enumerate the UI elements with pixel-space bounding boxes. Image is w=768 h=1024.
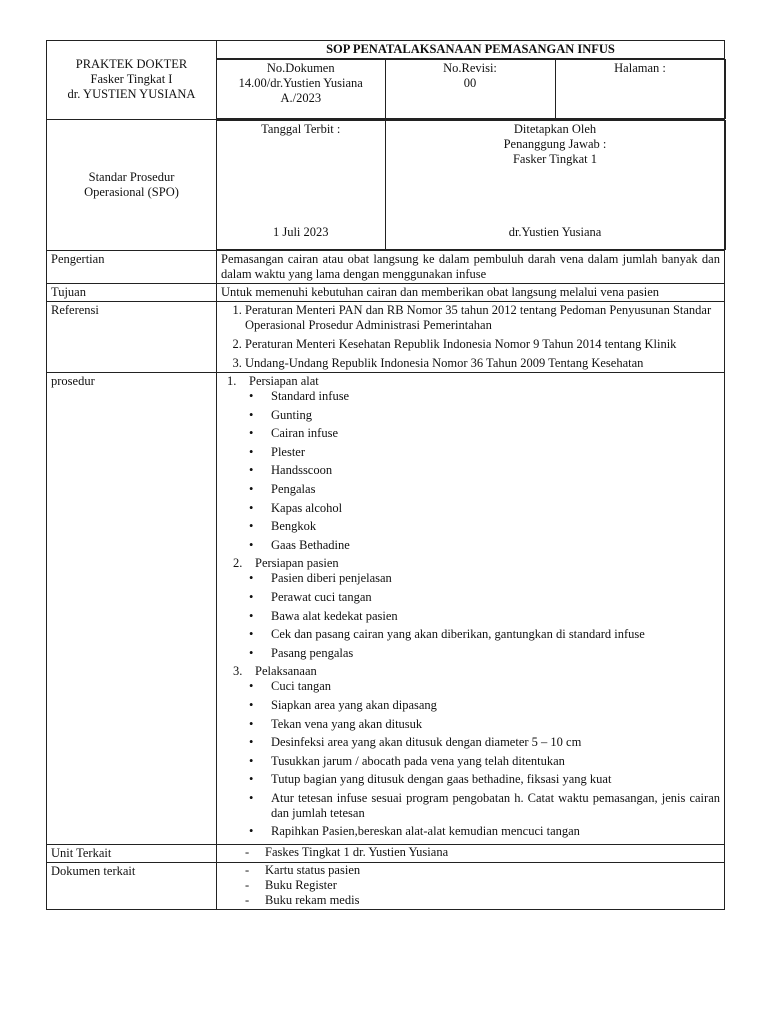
approved-line2: Penanggung Jawab : <box>503 137 607 151</box>
unit-terkait-list <box>221 845 720 860</box>
step-title: Pelaksanaan <box>255 664 317 679</box>
list-item-text: Pasien diberi penjelasan <box>271 571 392 586</box>
step-persiapan-pasien <box>221 556 720 571</box>
bullet-icon: • <box>249 753 254 768</box>
tujuan-label: Tujuan <box>47 284 217 302</box>
bullet-icon: • <box>249 571 254 586</box>
list-item-text: Faskes Tingkat 1 dr. Yustien Yusiana <box>265 845 449 860</box>
list-item <box>249 463 720 478</box>
list-item-text: Cek dan pasang cairan yang akan diberikan, gantungkan di standard infuse <box>271 627 645 642</box>
bullet-icon: • <box>249 697 254 712</box>
list-item-text: Plester <box>271 444 306 459</box>
list-item <box>249 824 720 839</box>
sop-table <box>46 40 725 910</box>
list-item <box>249 389 720 404</box>
bullet-icon: • <box>249 389 254 403</box>
bullet-icon: • <box>249 679 254 694</box>
list-item-text: Desinfeksi area yang akan ditusuk dengan diameter 5 – 10 cm <box>271 735 582 750</box>
bullet-icon: • <box>249 589 254 604</box>
spo-label <box>47 120 217 251</box>
list-item <box>249 627 720 642</box>
org-line3: dr. YUSTIEN YUSIANA <box>67 87 196 101</box>
org-block <box>47 41 217 120</box>
bullet-icon: • <box>249 537 254 552</box>
list-item <box>249 646 720 661</box>
bullet-icon: • <box>249 716 254 731</box>
pengertian-text: Pemasangan cairan atau obat langsung ke dalam pembuluh darah vena dalam jumlah banyak dan dalam waktu yang lama dengan menggunakan infuse <box>217 251 725 284</box>
org-line2: Fasker Tingkat I <box>90 72 173 86</box>
list-item-text: Bengkok <box>271 519 317 534</box>
list-item-text: Handsscoon <box>271 463 333 478</box>
list-item <box>249 772 720 787</box>
bullet-icon: • <box>249 444 254 459</box>
bullet-icon: • <box>249 608 254 623</box>
referensi-label: Referensi <box>47 302 217 373</box>
step-number: 2. <box>233 556 243 571</box>
list-item <box>249 609 720 624</box>
bullet-icon: • <box>249 481 254 496</box>
list-item <box>245 893 720 908</box>
list-item-text: Rapihkan Pasien,bereskan alat-alat kemudian mencuci tangan <box>271 824 580 839</box>
doc-number-value: 14.00/dr.Yustien Yusiana A./2023 <box>238 76 363 105</box>
document-title: SOP PENATALAKSANAAN PEMASANGAN INFUS <box>217 41 725 59</box>
persiapan-alat-list <box>221 389 720 553</box>
list-item-text: Tutup bagian yang ditusuk dengan gaas bethadine, fiksasi yang kuat <box>271 772 612 787</box>
approval-cell <box>385 121 725 250</box>
list-item <box>249 698 720 713</box>
step-title: Persiapan alat <box>249 374 319 388</box>
pelaksanaan-list <box>221 679 720 839</box>
list-item-text: Tusukkan jarum / abocath pada vena yang telah ditentukan <box>271 753 565 768</box>
revision-cell <box>385 60 555 119</box>
revision-label: No.Revisi: <box>443 61 497 75</box>
issued-label: Tanggal Terbit : <box>261 122 341 136</box>
referensi-item: 1. Peraturan Menteri PAN dan RB Nomor 35 tahun 2012 tentang Pedoman Penyusunan Standar Operasional Prosedur Administrasi Pemerintahan <box>245 303 720 333</box>
list-item-text: Pasang pengalas <box>271 645 354 660</box>
list-item-text: Cuci tangan <box>271 679 332 694</box>
list-item <box>249 791 720 821</box>
dash-marker: - <box>245 863 250 878</box>
list-item <box>249 735 720 750</box>
tujuan-text: Untuk memenuhi kebutuhan cairan dan memberikan obat langsung melalui vena pasien <box>217 284 725 302</box>
step-number: 3. <box>233 664 243 679</box>
prosedur-cell <box>217 373 725 845</box>
referensi-item: 2. Peraturan Menteri Kesehatan Republik Indonesia Nomor 9 Tahun 2014 tentang Klinik <box>245 337 720 352</box>
doc-number-label: No.Dokumen <box>266 61 335 75</box>
list-item <box>245 878 720 893</box>
list-item-text: Perawat cuci tangan <box>271 589 372 604</box>
persiapan-pasien-list <box>221 571 720 660</box>
list-item <box>249 408 720 423</box>
bullet-icon: • <box>249 645 254 660</box>
step-title: Persiapan pasien <box>255 556 339 571</box>
dash-marker: - <box>245 878 250 893</box>
list-item-text: Standard infuse <box>271 389 350 403</box>
list-item-text: Gaas Bethadine <box>271 537 350 552</box>
doc-number-cell <box>217 60 385 119</box>
referensi-cell <box>217 302 725 373</box>
list-item <box>249 571 720 586</box>
revision-value: 00 <box>463 76 477 90</box>
dokumen-terkait-cell <box>217 863 725 910</box>
dokumen-terkait-list <box>221 863 720 908</box>
dash-marker: - <box>245 893 250 908</box>
issued-date: 1 Juli 2023 <box>272 225 329 239</box>
list-item-text: Kartu status pasien <box>265 863 361 878</box>
spo-label-line2: Operasional (SPO) <box>84 185 179 199</box>
dash-marker: - <box>245 845 250 860</box>
list-item-text: Atur tetesan infuse sesuai program pengobatan h. Catat waktu pemasangan, jenis cairan dan jumlah tetesan <box>271 790 720 820</box>
list-item-text: Pengalas <box>271 481 316 496</box>
list-item <box>249 426 720 441</box>
unit-terkait-label: Unit Terkait <box>47 845 217 863</box>
issued-cell <box>217 121 385 250</box>
list-item-text: Siapkan area yang akan dipasang <box>271 697 437 712</box>
bullet-icon: • <box>249 627 254 642</box>
list-item <box>249 679 720 694</box>
approved-line3: Fasker Tingkat 1 <box>512 152 598 166</box>
list-item-text: Cairan infuse <box>271 426 338 441</box>
referensi-list <box>221 303 720 371</box>
list-item <box>249 717 720 732</box>
bullet-icon: • <box>249 426 254 441</box>
bullet-icon: • <box>249 407 254 422</box>
list-item <box>249 482 720 497</box>
list-item <box>249 754 720 769</box>
list-item-text: Kapas alcohol <box>271 500 343 515</box>
step-persiapan-alat <box>221 374 720 389</box>
page-cell <box>555 60 725 119</box>
approved-name: dr.Yustien Yusiana <box>508 225 602 239</box>
bullet-icon: • <box>249 500 254 515</box>
bullet-icon: • <box>249 463 254 478</box>
list-item-text: Gunting <box>271 407 312 422</box>
list-item <box>249 445 720 460</box>
dokumen-terkait-label: Dokumen terkait <box>47 863 217 910</box>
approved-line1: Ditetapkan Oleh <box>513 122 597 136</box>
bullet-icon: • <box>249 790 254 805</box>
unit-terkait-cell <box>217 845 725 863</box>
list-item <box>249 501 720 516</box>
bullet-icon: • <box>249 735 254 750</box>
bullet-icon: • <box>249 824 254 839</box>
org-line1: PRAKTEK DOKTER <box>75 57 188 71</box>
list-item <box>245 863 720 878</box>
list-item-text: Tekan vena yang akan ditusuk <box>271 716 423 731</box>
referensi-item: 3. Undang-Undang Republik Indonesia Nomor 36 Tahun 2009 Tentang Kesehatan <box>245 356 720 371</box>
list-item-text: Buku Register <box>265 878 337 893</box>
list-item <box>245 845 720 860</box>
step-pelaksanaan <box>221 664 720 679</box>
bullet-icon: • <box>249 772 254 787</box>
step-number: 1. <box>227 374 237 388</box>
list-item <box>249 519 720 534</box>
list-item <box>249 590 720 605</box>
list-item-text: Bawa alat kedekat pasien <box>271 608 398 623</box>
page-label: Halaman : <box>614 61 666 75</box>
bullet-icon: • <box>249 519 254 534</box>
pengertian-label: Pengertian <box>47 251 217 284</box>
prosedur-label: prosedur <box>47 373 217 845</box>
list-item-text: Buku rekam medis <box>265 893 360 908</box>
list-item <box>249 538 720 553</box>
sop-document <box>46 40 724 910</box>
spo-label-line1: Standar Prosedur <box>88 170 175 184</box>
